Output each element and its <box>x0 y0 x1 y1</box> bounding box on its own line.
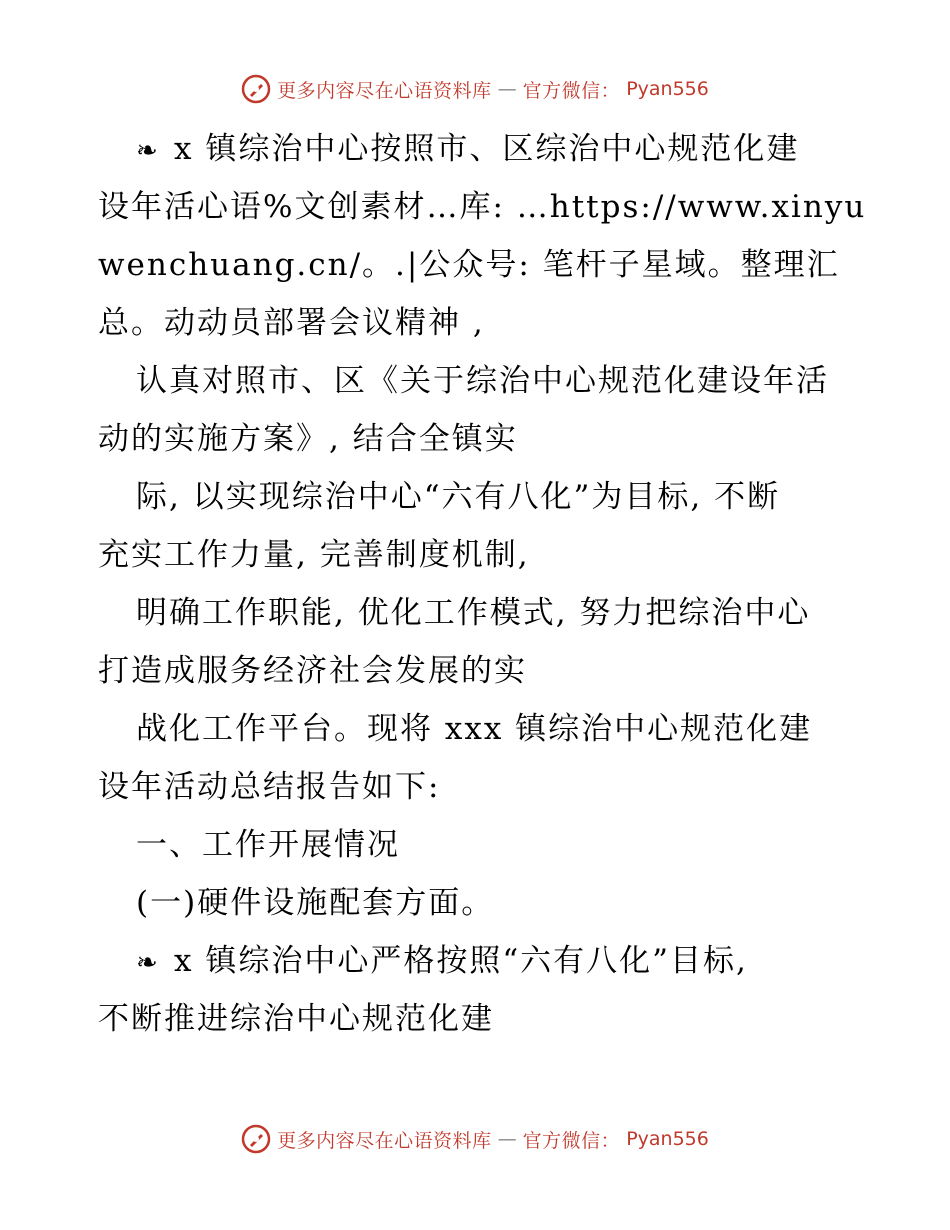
watermark-wechat-id: Pyan556 <box>626 1128 709 1150</box>
document-line <box>98 874 858 932</box>
document-line-text: wenchuang.cn/。.|公众号: 笔杆子星域。整理汇 <box>98 247 840 283</box>
watermark-wechat-id: Pyan556 <box>626 78 709 100</box>
document-line <box>98 526 858 584</box>
document-line-text: 总。动动员部署会议精神 , <box>98 305 485 341</box>
document-line <box>98 932 858 990</box>
watermark-site: 更多内容尽在心语资料库 <box>277 79 492 102</box>
document-line-text: 际, 以实现综治中心“六有八化”为目标, 不断 <box>136 479 781 515</box>
document-line <box>98 642 858 700</box>
document-line-text: x 镇综治中心按照市、区综治中心规范化建 <box>174 131 800 167</box>
document-line-text: 充实工作力量, 完善制度机制, <box>98 537 530 573</box>
document-line <box>98 584 858 642</box>
document-line-text: 认真对照市、区《关于综治中心规范化建设年活 <box>136 363 829 399</box>
footer-watermark <box>0 1124 950 1154</box>
decorative-swirl-icon: ❧ <box>136 947 160 978</box>
document-line <box>98 410 858 468</box>
document-line <box>98 990 858 1048</box>
document-line <box>98 120 858 178</box>
pen-logo-icon <box>241 74 271 104</box>
watermark-separator: — <box>497 1128 517 1150</box>
document-line-text: 一、工作开展情况 <box>136 827 400 863</box>
document-line-text: (一)硬件设施配套方面。 <box>136 885 495 921</box>
document-line <box>98 816 858 874</box>
document-line-text: x 镇综治中心严格按照“六有八化”目标, <box>174 943 748 979</box>
watermark-separator: — <box>497 78 517 100</box>
document-line-text: 设年活心语%文创素材…库: …https://www.xinyu <box>98 189 867 225</box>
document-line-text: 战化工作平台。现将 xxx 镇综治中心规范化建 <box>136 711 813 747</box>
document-line <box>98 294 858 352</box>
document-line-text: 动的实施方案》, 结合全镇实 <box>98 421 518 457</box>
document-line <box>98 236 858 294</box>
document-line-text: 不断推进综治中心规范化建 <box>98 1001 494 1037</box>
watermark-wechat-label: 官方微信： <box>522 1129 621 1152</box>
watermark-site: 更多内容尽在心语资料库 <box>277 1129 492 1152</box>
document-line-text: 设年活动总结报告如下: <box>98 769 441 805</box>
document-line-text: 明确工作职能, 优化工作模式, 努力把综治中心 <box>136 595 811 631</box>
document-line <box>98 178 867 236</box>
document-line-text: 打造成服务经济社会发展的实 <box>98 653 527 689</box>
document-line <box>98 352 858 410</box>
document-line <box>98 758 858 816</box>
header-watermark <box>0 74 950 104</box>
document-line <box>98 468 858 526</box>
decorative-swirl-icon: ❧ <box>136 135 160 166</box>
document-body <box>98 120 867 1048</box>
document-line <box>98 700 858 758</box>
pen-logo-icon <box>241 1124 271 1154</box>
watermark-wechat-label: 官方微信： <box>522 79 621 102</box>
